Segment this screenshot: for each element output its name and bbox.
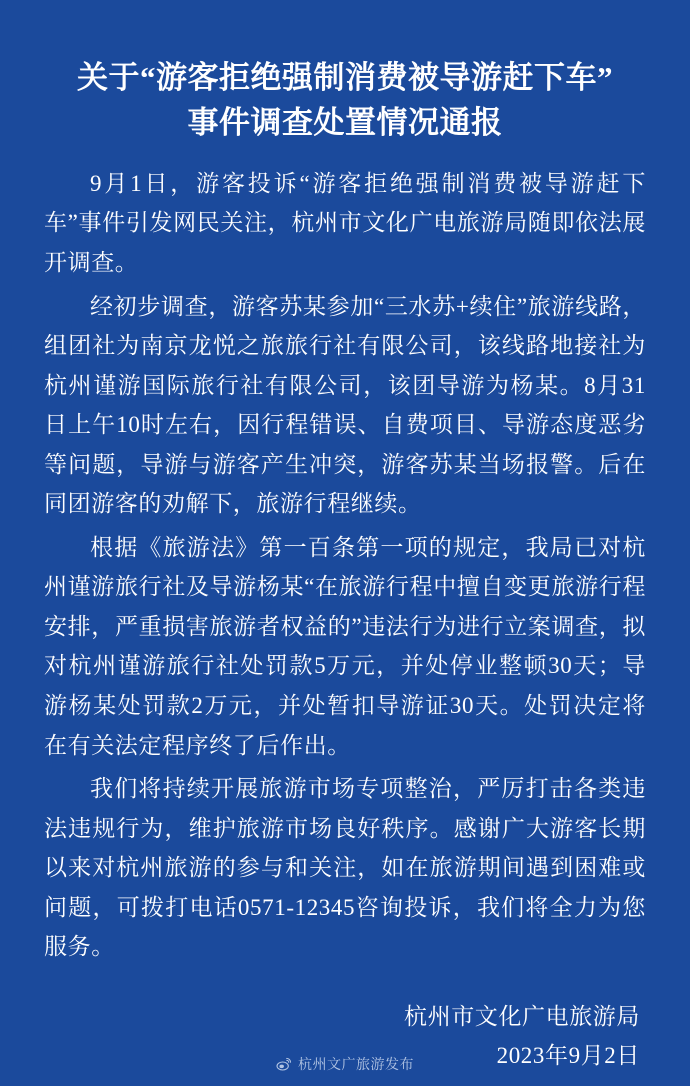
paragraph-3: 根据《旅游法》第一百条第一项的规定，我局已对杭州谨游旅行社及导游杨某“在旅游行程中擅自变更旅游行程安排，严重损害旅游者权益的”违法行为进行立案调查，拟对杭州谨游旅行社处罚款5万元，并处停业整顿30天；导游杨某处罚款2万元，并处暂扣导游证30天。处罚决定将在有关法定程序终了后作出。 <box>44 534 646 758</box>
page-title-line-1: 关于“游客拒绝强制消费被导游赶下车” <box>77 60 613 95</box>
footer-watermark <box>0 1054 690 1074</box>
signature-issuer: 杭州市文化广电旅游局 <box>404 1003 640 1029</box>
paragraph-2: 经初步调查，游客苏某参加“三水苏+续住”旅游线路，组团社为南京龙悦之旅旅行社有限公司，该线路地接社为杭州谨游国际旅行社有限公司，该团导游为杨某。8月31日上午10时左右，因行程错误、自费项目、导游态度恶劣等问题，导游与游客产生冲突，游客苏某当场报警。后在同团游客的劝解下，旅游行程继续。 <box>44 293 646 517</box>
page-title <box>44 56 646 146</box>
paragraph-4: 我们将持续开展旅游市场专项整治，严厉打击各类违法违规行为，维护旅游市场良好秩序。感谢广大游客长期以来对杭州旅游的参与和关注，如在旅游期间遇到困难或问题，可拨打电话0571-12345咨询投诉，我们将全力为您服务。 <box>44 776 646 960</box>
weibo-icon <box>276 1056 292 1072</box>
footer-account-name: 杭州文广旅游发布 <box>298 1056 414 1072</box>
signature-date: 2023年9月2日 <box>496 1042 640 1068</box>
document-body <box>44 164 646 971</box>
paragraph-1: 9月1日，游客投诉“游客拒绝强制消费被导游赶下车”事件引发网民关注，杭州市文化广电旅游局随即依法展开调查。 <box>44 170 646 275</box>
page-title-line-2: 事件调查处置情况通报 <box>187 104 503 140</box>
